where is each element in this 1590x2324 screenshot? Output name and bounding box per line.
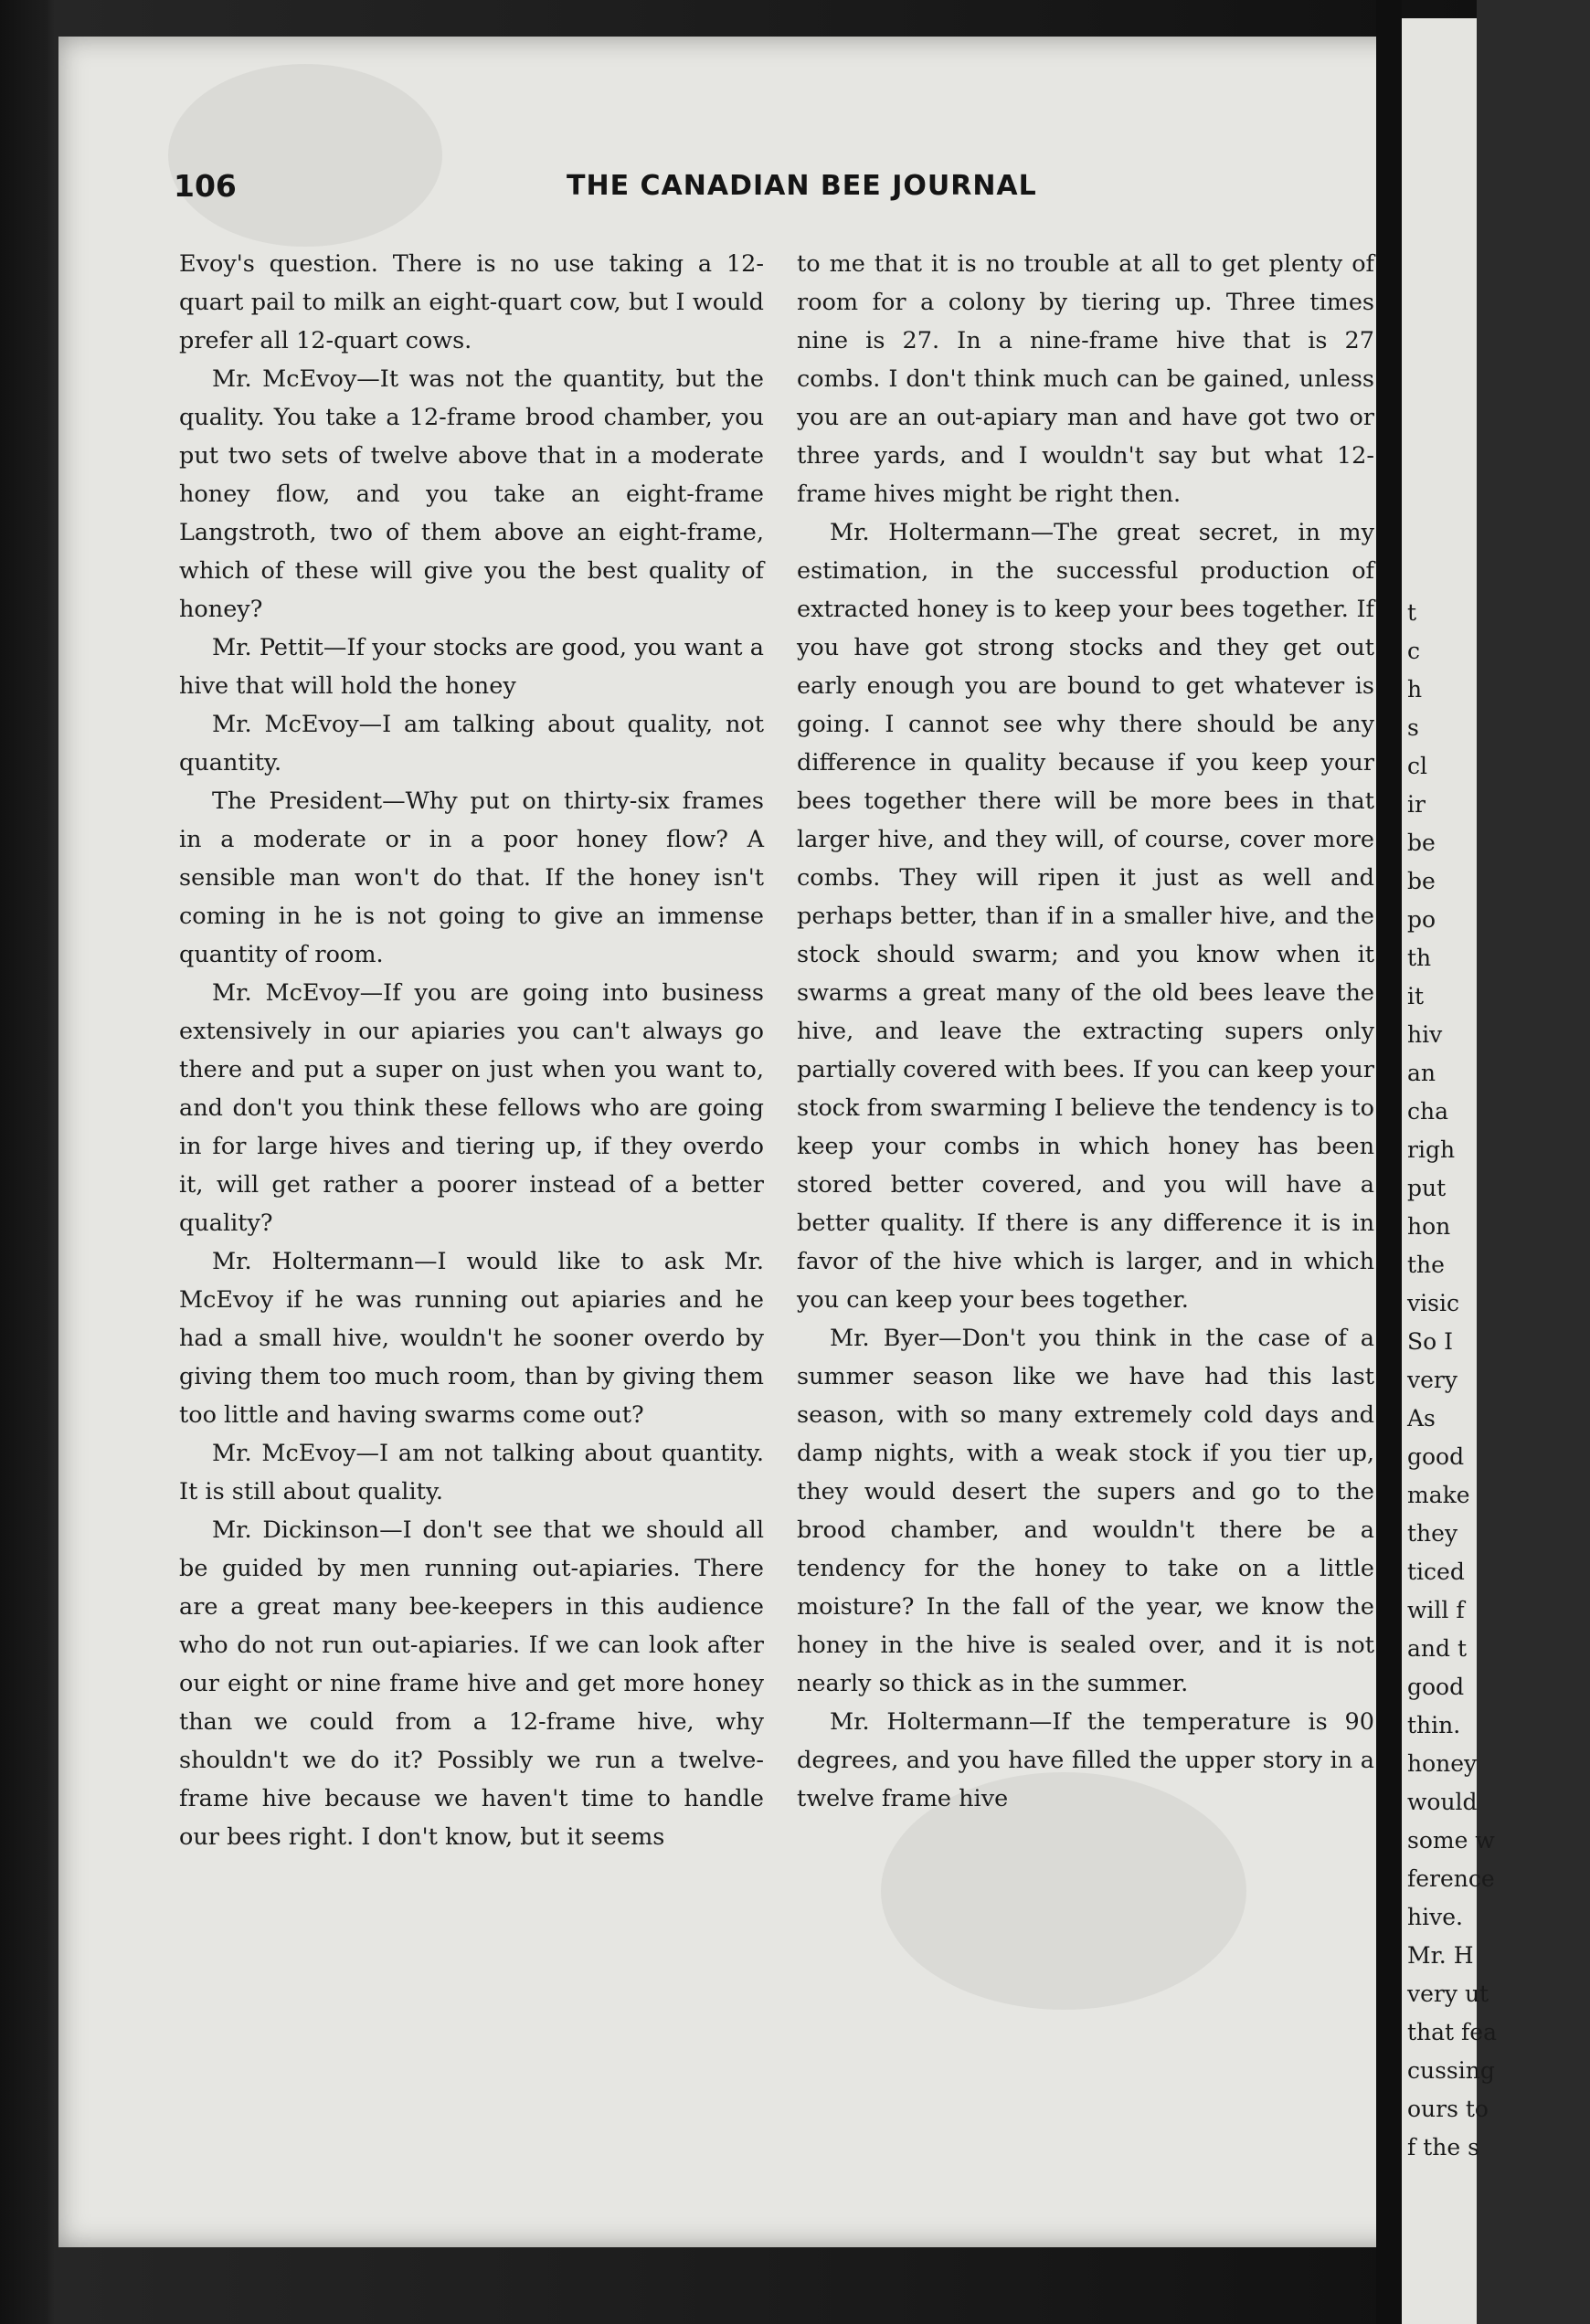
paragraph: The President—Why put on thirty-six frames in a moderate or in a poor honey flow? A sensible man won't do that. If the honey isn't coming in he is not going to give an immense quantity of room. bbox=[179, 787, 764, 968]
adjacent-page-fragment: hiv bbox=[1407, 1021, 1443, 1048]
adjacent-page-fragment: make bbox=[1407, 1482, 1470, 1508]
adjacent-page-fragment: cha bbox=[1407, 1098, 1449, 1125]
adjacent-page-fragment: th bbox=[1407, 945, 1432, 971]
adjacent-page-fragment: h bbox=[1407, 676, 1423, 702]
adjacent-page-fragment: very bbox=[1407, 1367, 1458, 1393]
paragraph: Mr. Byer—Don't you think in the case of a summer season like we have had this last season, with so many extremely cold days and damp nights, with a weak stock if you tier up, they would desert the supers and go to the brood chamber, and wouldn't there be a tendency for the honey to take on a little moisture? In the fall of the year, we know the honey in the hive is sealed over, and it is not nearly so thick as in the summer. bbox=[797, 1325, 1374, 1697]
adjacent-page-edge bbox=[1402, 18, 1497, 2324]
paragraph: Mr. Holtermann—If the temperature is 90 degrees, and you have filled the upper story in a twelve frame hive bbox=[797, 1708, 1374, 1812]
paragraph: Mr. Holtermann—I would like to ask Mr. McEvoy if he was running out apiaries and he had a small hive, wouldn't he sooner overdo by giving them too much room, than by giving them too little and having swarms come out? bbox=[179, 1248, 764, 1429]
adjacent-page-fragment: ours to bbox=[1407, 2096, 1489, 2122]
adjacent-page-fragment: hon bbox=[1407, 1213, 1451, 1240]
adjacent-page-fragment: they bbox=[1407, 1520, 1458, 1547]
paragraph: Mr. Dickinson—I don't see that we should all be guided by men running out-apiaries. There are a great many bee-keepers in this audience who do not run out-apiaries. If we can look after our eight or nine frame hive and get more honey than we could from a 12-frame hive, why shouldn't we do it? Possibly we run a twelve-frame hive because we haven't time to handle our bees right. I don't know, but it seems bbox=[179, 1516, 764, 1851]
paragraph: Mr. McEvoy—If you are going into business extensively in our apiaries you can't always go there and put a super on just when you want to, and don't you think these fellows who are going in for large hives and tiering up, if they overdo it, will get rather a poorer instead of a better quality? bbox=[179, 979, 764, 1237]
left-column bbox=[179, 245, 764, 1856]
adjacent-page-fragment: righ bbox=[1407, 1136, 1456, 1163]
adjacent-page-fragment: ir bbox=[1407, 791, 1426, 818]
adjacent-page-fragment: So I bbox=[1407, 1328, 1453, 1355]
adjacent-page-fragment: t bbox=[1407, 599, 1417, 626]
book-gutter bbox=[1376, 0, 1402, 2324]
adjacent-page-fragment: will f bbox=[1407, 1597, 1465, 1623]
adjacent-page-fragment: ference bbox=[1407, 1865, 1495, 1892]
adjacent-page-fragment: very ut bbox=[1407, 1981, 1489, 2007]
adjacent-page-fragment: put bbox=[1407, 1175, 1447, 1201]
right-column bbox=[797, 245, 1374, 1818]
adjacent-page-fragment: be bbox=[1407, 868, 1436, 894]
adjacent-page-fragment: po bbox=[1407, 906, 1436, 933]
adjacent-page-fragment: it bbox=[1407, 983, 1425, 1009]
paragraph: Mr. Pettit—If your stocks are good, you want a hive that will hold the honey bbox=[179, 634, 764, 700]
adjacent-page-fragment: good bbox=[1407, 1674, 1465, 1700]
adjacent-page-fragment: and t bbox=[1407, 1635, 1468, 1662]
paragraph: Mr. McEvoy—I am not talking about quantity. It is still about quality. bbox=[179, 1440, 764, 1505]
adjacent-page-fragment: an bbox=[1407, 1060, 1436, 1086]
adjacent-page-fragment: f the s bbox=[1407, 2134, 1479, 2160]
adjacent-page-fragment: cl bbox=[1407, 753, 1427, 779]
adjacent-page-fragment: As bbox=[1407, 1405, 1436, 1431]
adjacent-page-fragment: that fea bbox=[1407, 2019, 1497, 2045]
adjacent-page-fragment: Mr. H bbox=[1407, 1942, 1474, 1969]
adjacent-page-fragment: cussing bbox=[1407, 2057, 1495, 2084]
adjacent-page-fragment: c bbox=[1407, 638, 1421, 664]
paragraph: Evoy's question. There is no use taking a 12-quart pail to milk an eight-quart cow, but I would prefer all 12-quart cows. bbox=[179, 250, 764, 354]
adjacent-page-fragment: ticed bbox=[1407, 1558, 1465, 1585]
adjacent-page-fragment: the bbox=[1407, 1252, 1445, 1278]
adjacent-page-fragment: some w bbox=[1407, 1827, 1495, 1854]
paper-stain bbox=[168, 64, 442, 247]
paragraph: Mr. Holtermann—The great secret, in my estimation, in the successful production of extracted honey is to keep your bees together. If you have got strong stocks and they get out early enough you are bound to get whatever is going. I cannot see why there should be any difference in quality because if you keep your bees together there will be more bees in that larger hive, and they will, of course, cover more combs. They will ripen it just as well and perhaps better, than if in a smaller hive, and the stock should swarm; and you know when it swarms a great many of the old bees leave the hive, and leave the extracting supers only partially covered with bees. If you can keep your stock from swarming I believe the tendency is to keep your combs in which honey has been stored better covered, and you will have a better quality. If there is any difference it is in favor of the hive which is larger, and in which you can keep your bees together. bbox=[797, 519, 1374, 1314]
adjacent-page-fragment: thin. bbox=[1407, 1712, 1461, 1738]
adjacent-page-fragment: hive. bbox=[1407, 1904, 1463, 1930]
adjacent-page-fragment: good bbox=[1407, 1443, 1465, 1470]
paragraph: Mr. McEvoy—I am talking about quality, not quantity. bbox=[179, 711, 764, 776]
running-header bbox=[174, 168, 1124, 214]
paragraph: Mr. McEvoy—It was not the quantity, but the quality. You take a 12-frame brood chamber, you put two sets of twelve above that in a moderate honey flow, and you take an eight-frame Langstroth, two of them above an eight-frame, which of these will give you the best quality of honey? bbox=[179, 365, 764, 623]
page-number: 106 bbox=[174, 168, 237, 204]
adjacent-page-fragment: honey bbox=[1407, 1750, 1478, 1777]
paragraph: to me that it is no trouble at all to get plenty of room for a colony by tiering up. Three times nine is 27. In a nine-frame hive that is 27 combs. I don't think much can be gained, unless you are an out-apiary man and have got two or three yards, and I wouldn't say but what 12-frame hives might be right then. bbox=[797, 250, 1374, 508]
adjacent-page-fragment: visic bbox=[1407, 1290, 1459, 1316]
journal-title: THE CANADIAN BEE JOURNAL bbox=[567, 170, 1037, 202]
adjacent-page-fragment: would bbox=[1407, 1789, 1478, 1815]
adjacent-page-fragment: s bbox=[1407, 714, 1419, 741]
adjacent-page-fragment: be bbox=[1407, 829, 1436, 856]
